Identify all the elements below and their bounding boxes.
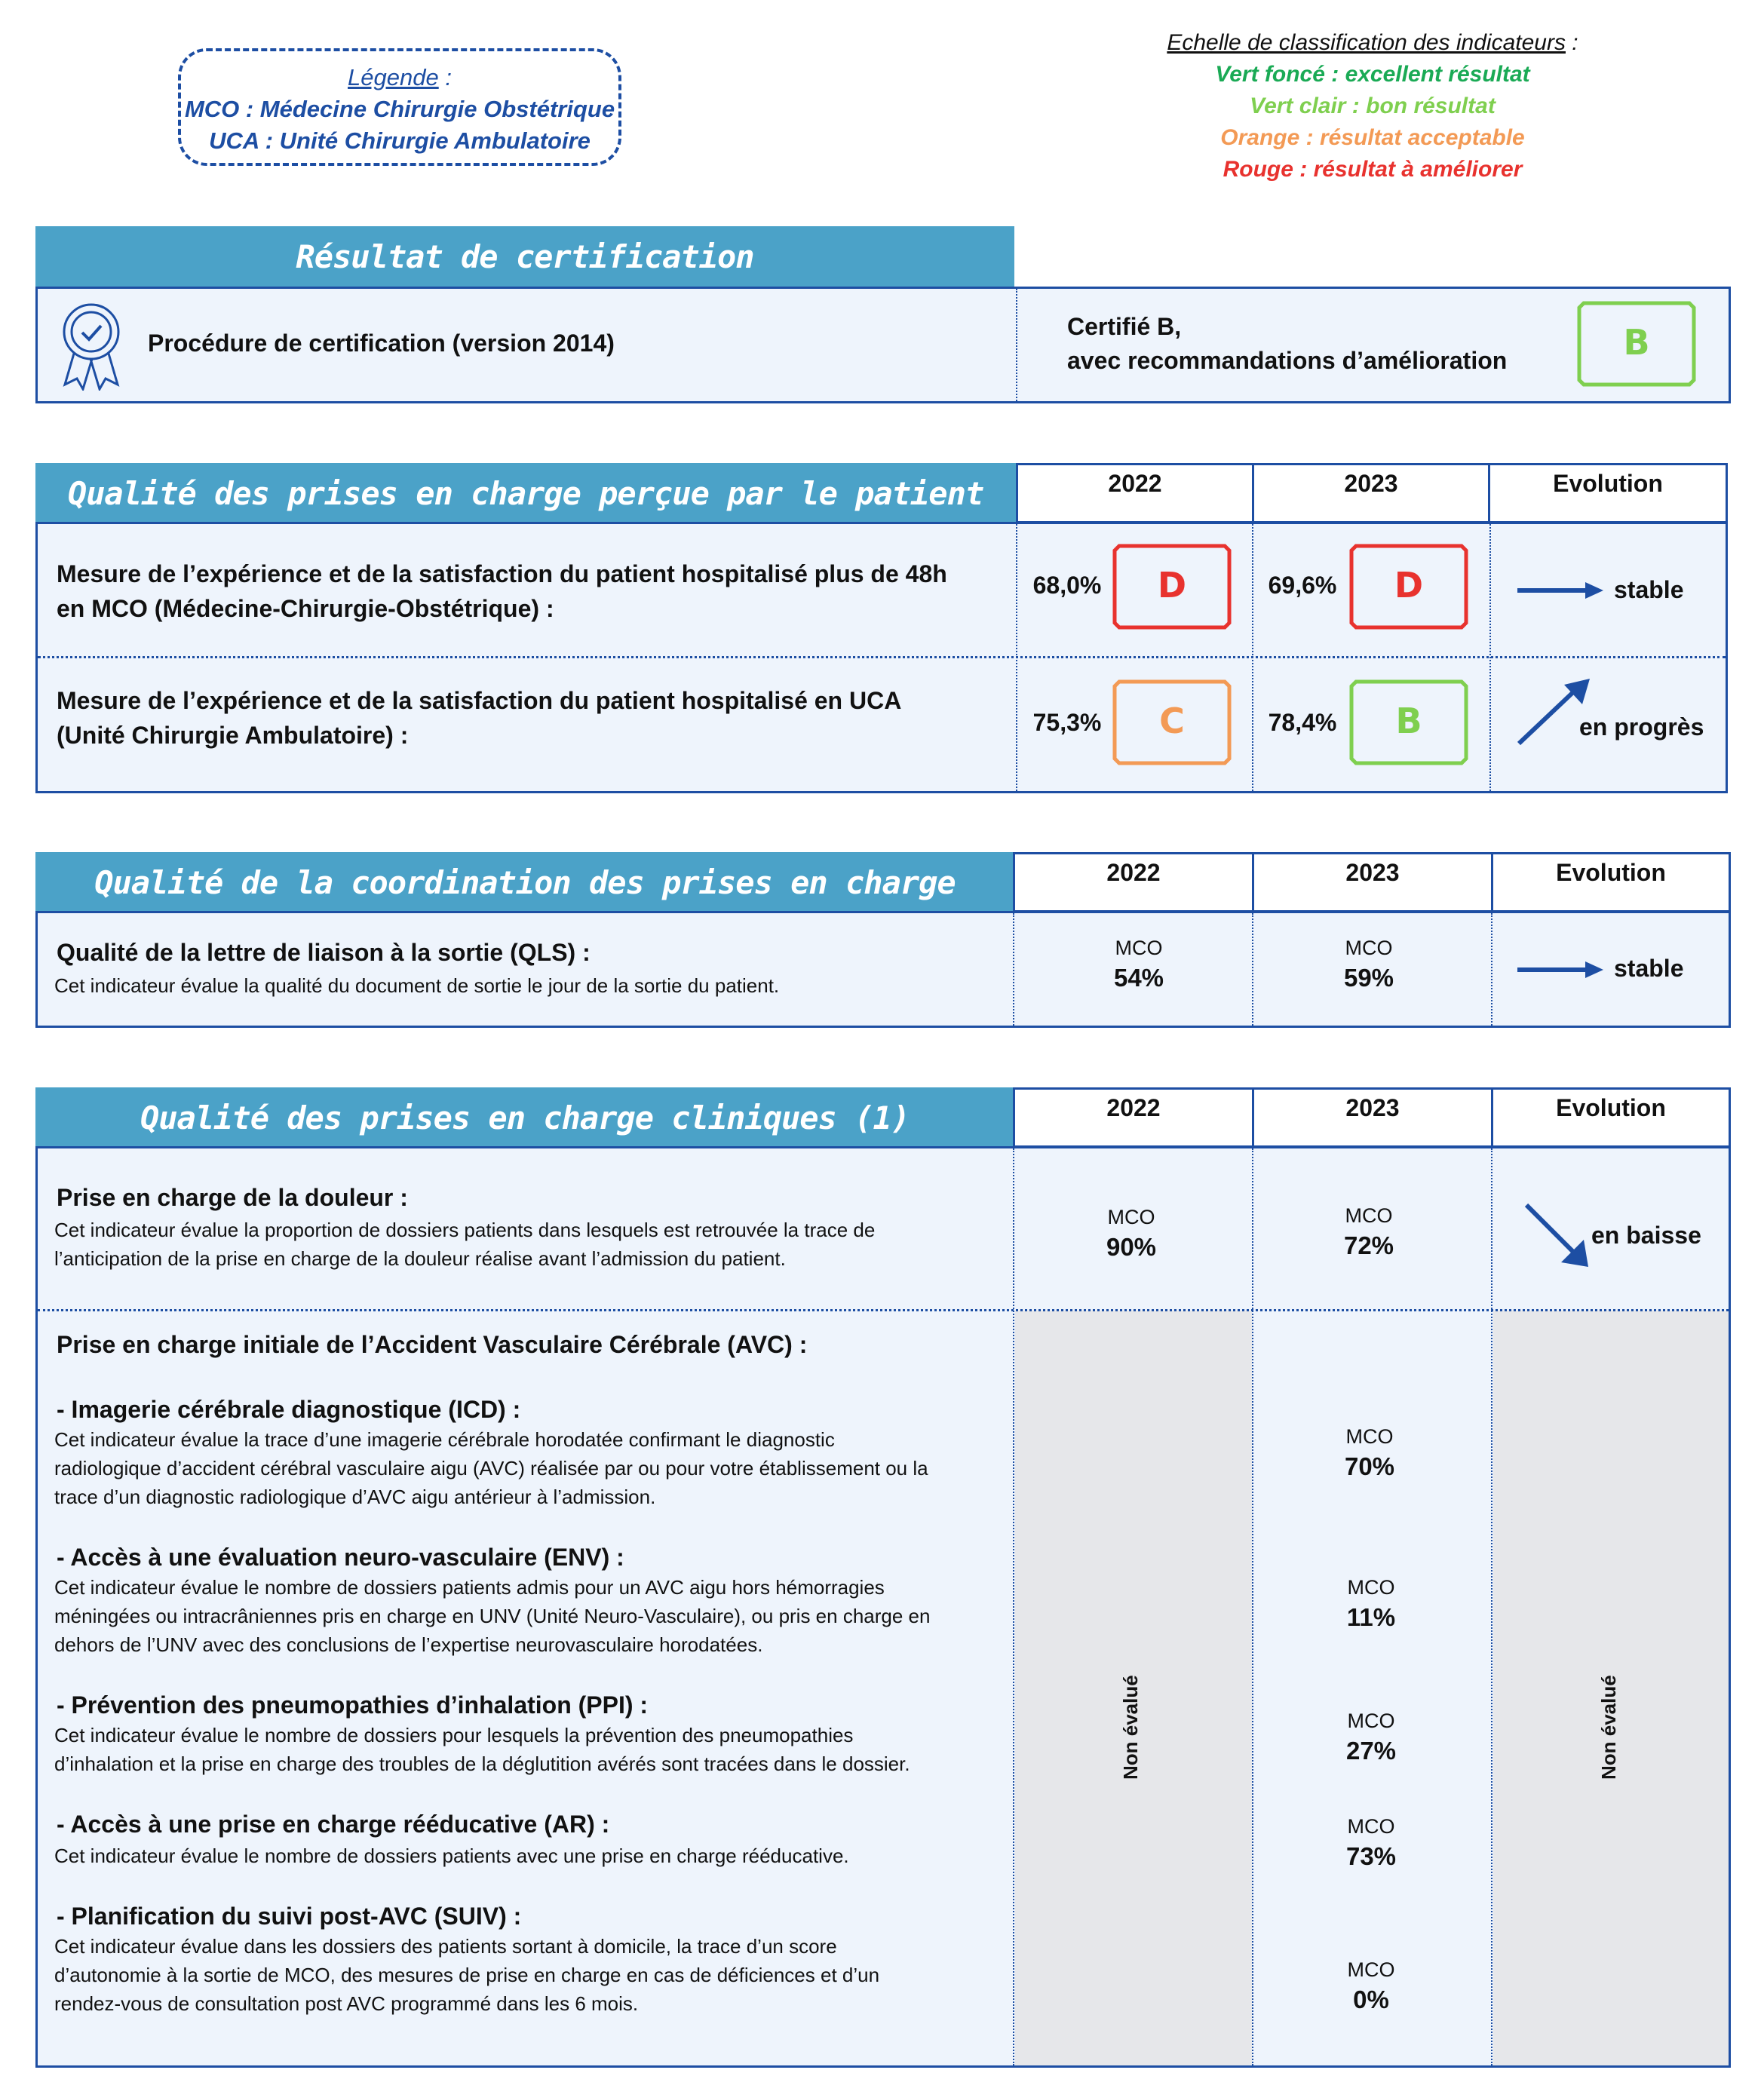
pain-desc-line1: Cet indicateur évalue la proportion de dossiers patients dans lesquels est retrouvée la trace de: [54, 1219, 876, 1241]
certification-grade-badge: B: [1576, 300, 1697, 385]
certification-procedure: Procédure de certification (version 2014): [148, 330, 615, 357]
avc-icd-desc-3: trace d’un diagnostic radiologique d’AVC aigu antérieur à l’admission.: [54, 1486, 656, 1508]
coordination-qls-label: Qualité de la lettre de liaison à la sortie (QLS) :: [57, 939, 591, 966]
arrow-right-icon: [1516, 579, 1606, 602]
patient-row-uca-label1: Mesure de l’expérience et de la satisfaction du patient hospitalisé en UCA: [57, 687, 902, 714]
legend-box: Légende : MCO : Médecine Chirurgie Obstétrique UCA : Unité Chirurgie Ambulatoire: [178, 48, 621, 166]
avc-suiv-desc-1: Cet indicateur évalue dans les dossiers des patients sortant à domicile, la trace d’un score: [54, 1935, 837, 1958]
avc-suiv-desc-3: rendez-vous de consultation post AVC programmé dans les 6 mois.: [54, 1992, 639, 2015]
avc-ar-desc-1: Cet indicateur évalue le nombre de dossiers patients avec une prise en charge rééducative.: [54, 1844, 849, 1867]
patient-row-uca-2022-grade: C: [1112, 679, 1232, 763]
clinical-divider-1: [1013, 1148, 1014, 2065]
certification-header: Résultat de certification: [35, 226, 1014, 287]
legend-title: Légende: [348, 64, 439, 90]
scale-item-orange: Orange : résultat acceptable: [1220, 125, 1525, 150]
avc-env-desc-3: dehors de l’UNV avec des conclusions de l’expertise neurovasculaire horodatées.: [54, 1633, 763, 1656]
avc-icd-2023-value: MCO 70%: [1344, 1425, 1395, 1480]
patient-row-mco-label1: Mesure de l’expérience et de la satisfaction du patient hospitalisé plus de 48h: [57, 560, 947, 587]
clinical-header: Qualité des prises en charge cliniques (1): [35, 1087, 1014, 1148]
avc-2022-not-evaluated: Non évalué: [1119, 1675, 1142, 1780]
clinical-row-divider: [38, 1309, 1729, 1311]
patient-row-uca-2023-grade: B: [1348, 679, 1469, 763]
certification-result-line1: Certifié B,: [1067, 313, 1182, 340]
avc-env-desc-2: méningées ou intracrâniennes pris en charge en UNV (Unité Neuro-Vasculaire), ou pris en charge en: [54, 1605, 931, 1627]
coordination-qls-desc: Cet indicateur évalue la qualité du document de sortie le jour de la sortie du patient.: [54, 974, 780, 997]
patient-col-2023: 2023: [1252, 463, 1490, 523]
avc-icd-desc-2: radiologique d’accident cérébral vasculaire aigu (AVC) réalisée par ou pour votre établissement ou la: [54, 1457, 928, 1480]
avc-ar-2023-value: MCO 73%: [1345, 1815, 1397, 1870]
scale-item-red: Rouge : résultat à améliorer: [1223, 157, 1523, 182]
legend-line-mco: MCO : Médecine Chirurgie Obstétrique: [184, 96, 615, 122]
clinical-col-2023: 2023: [1252, 1087, 1493, 1148]
pain-2023-value: MCO 72%: [1343, 1204, 1394, 1259]
arrow-down-right-icon: [1523, 1202, 1591, 1270]
clinical-divider-2: [1252, 1148, 1253, 2065]
scale-item-light-green: Vert clair : bon résultat: [1250, 94, 1496, 118]
patient-row-mco-2023-value: 69,6%: [1268, 572, 1337, 599]
coordination-header: Qualité de la coordination des prises en charge: [35, 852, 1014, 912]
patient-col-evolution: Evolution: [1488, 463, 1728, 523]
patient-row-mco-label2: en MCO (Médecine-Chirurgie-Obstétrique) :: [57, 595, 554, 622]
avc-env-2023-value: MCO 11%: [1346, 1576, 1396, 1631]
certification-result-line2: avec recommandations d’amélioration: [1067, 347, 1508, 374]
avc-icd-desc-1: Cet indicateur évalue la trace d’une imagerie cérébrale horodatée confirmant le diagnostic: [54, 1428, 835, 1451]
classification-scale: Echelle de classification des indicateurs : Vert foncé : excellent résultat Vert clair : bon résultat Orange : résultat acceptable Rouge : résultat à améliorer: [1116, 27, 1629, 186]
avc-env-label: - Accès à une évaluation neuro-vasculaire (ENV) :: [57, 1544, 624, 1571]
legend-line-uca: UCA : Unité Chirurgie Ambulatoire: [209, 127, 591, 154]
pain-2022-value: MCO 90%: [1106, 1206, 1157, 1261]
avc-ppi-desc-2: d’inhalation et la prise en charge des troubles de la déglutition avérés sont tracées dans le dossier.: [54, 1752, 910, 1775]
coordination-divider-3: [1491, 913, 1492, 1026]
patient-quality-header: Qualité des prises en charge perçue par le patient: [35, 463, 1016, 523]
avc-evolution-not-evaluated: Non évalué: [1597, 1675, 1620, 1780]
pain-evolution: en baisse: [1591, 1222, 1701, 1249]
scale-item-dark-green: Vert foncé : excellent résultat: [1215, 62, 1530, 87]
pain-desc-line2: l’anticipation de la prise en charge de la douleur réalise avant l’admission du patient.: [54, 1247, 786, 1270]
coordination-2023-value: MCO 59%: [1343, 937, 1394, 992]
scale-title: Echelle de classification des indicateurs: [1167, 30, 1566, 55]
coordination-divider-2: [1252, 913, 1253, 1026]
coordination-col-evolution: Evolution: [1491, 852, 1731, 912]
avc-env-desc-1: Cet indicateur évalue le nombre de dossiers patients admis pour un AVC aigu hors hémorragies: [54, 1576, 885, 1599]
patient-row-mco-2022-grade: D: [1112, 543, 1232, 627]
patient-row-divider: [38, 656, 1726, 658]
coordination-col-2022: 2022: [1013, 852, 1254, 912]
avc-suiv-desc-2: d’autonomie à la sortie de MCO, des mesures de prise en charge en cas de déficiences et d’un: [54, 1964, 880, 1986]
coordination-2022-value: MCO 54%: [1113, 937, 1164, 992]
coordination-col-2023: 2023: [1252, 852, 1493, 912]
avc-title: Prise en charge initiale de l’Accident Vasculaire Cérébrale (AVC) :: [57, 1331, 808, 1358]
clinical-col-2022: 2022: [1013, 1087, 1254, 1148]
clinical-divider-3: [1491, 1148, 1492, 2065]
patient-row-mco-2023-grade: D: [1348, 543, 1469, 627]
patient-col-2022: 2022: [1016, 463, 1254, 523]
avc-ppi-label: - Prévention des pneumopathies d’inhalation (PPI) :: [57, 1691, 649, 1719]
patient-row-uca-2023-value: 78,4%: [1268, 709, 1337, 736]
arrow-right-icon: [1516, 958, 1606, 981]
pain-label: Prise en charge de la douleur :: [57, 1184, 408, 1211]
patient-row-uca-label2: (Unité Chirurgie Ambulatoire) :: [57, 722, 409, 749]
avc-icd-label: - Imagerie cérébrale diagnostique (ICD) :: [57, 1396, 521, 1423]
patient-row-uca-2022-value: 75,3%: [1032, 709, 1102, 736]
certification-divider: [1016, 289, 1017, 401]
avc-ppi-2023-value: MCO 27%: [1345, 1710, 1397, 1765]
patient-row-mco-evolution: stable: [1614, 576, 1684, 603]
avc-suiv-label: - Planification du suivi post-AVC (SUIV) :: [57, 1903, 522, 1930]
patient-row-mco-2022-value: 68,0%: [1032, 572, 1102, 599]
clinical-col-evolution: Evolution: [1491, 1087, 1731, 1148]
coordination-evolution: stable: [1614, 955, 1684, 982]
avc-suiv-2023-value: MCO 0%: [1347, 1958, 1395, 2013]
coordination-divider-1: [1013, 913, 1014, 1026]
avc-ppi-desc-1: Cet indicateur évalue le nombre de dossiers pour lesquels la prévention des pneumopathies: [54, 1724, 854, 1746]
patient-row-uca-evolution: en progrès: [1579, 713, 1704, 741]
avc-ar-label: - Accès à une prise en charge rééducative (AR) :: [57, 1811, 610, 1838]
award-ribbon-icon: [57, 300, 125, 391]
